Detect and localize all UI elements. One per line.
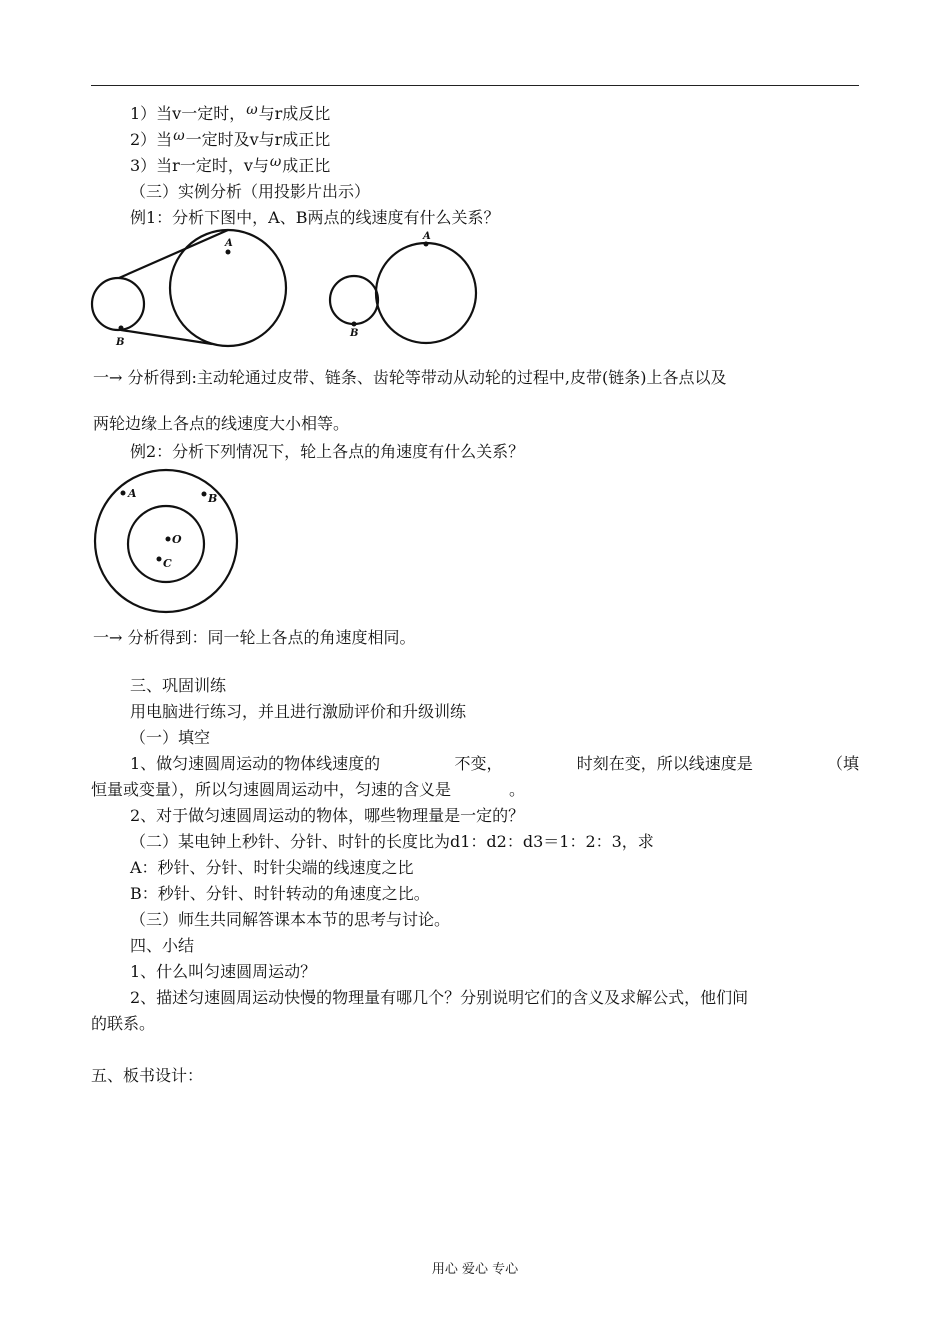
page-footer: 用心 爱心 专心 <box>431 1262 519 1277</box>
omega-symbol: ω <box>246 102 258 118</box>
clock-problem: （二）某电钟上秒针、分针、时针的长度比为d1：d2：d3＝1：2：3，求 <box>130 832 654 851</box>
section-example-heading: （三）实例分析（用投影片出示） <box>130 182 371 201</box>
point-b-dot <box>202 492 207 497</box>
point-b-dot <box>352 322 357 327</box>
point-b-dot <box>119 326 124 331</box>
relation-3: 3）当r一定时，v与ω成正比 <box>130 154 331 175</box>
omega-symbol: ω <box>173 128 185 144</box>
relation-2: 2）当ω一定时及v与r成正比 <box>130 128 331 149</box>
label-o: O <box>172 533 182 546</box>
example2-answer: 一→ 分析得到：同一轮上各点的角速度相同。 <box>93 628 416 647</box>
point-c-dot <box>157 557 162 562</box>
example1-answer-line1: 一→ 分析得到:主动轮通过皮带、链条、齿轮等带动从动轮的过程中,皮带(链条)上各点以及 <box>93 368 727 387</box>
fill-question-1-line2: 恒量或变量），所以匀速圆周运动中，匀速的含义是 。 <box>91 780 526 799</box>
example1-answer-line2: 两轮边缘上各点的线速度大小相等。 <box>93 414 350 433</box>
summary-q1: 1、什么叫匀速圆周运动？ <box>130 962 317 981</box>
inner-wheel <box>128 506 204 582</box>
fill-blank-title: （一）填空 <box>130 728 211 747</box>
fill-question-2: 2、对于做匀速圆周运动的物体，哪些物理量是一定的？ <box>130 806 525 825</box>
label-b: B <box>208 492 218 505</box>
large-gear-wheel <box>376 243 476 343</box>
label-a: A <box>423 231 431 242</box>
point-a-dot <box>424 242 429 247</box>
example1-figure <box>88 228 480 360</box>
section3-intro: 用电脑进行练习，并且进行激励评价和升级训练 <box>130 702 467 721</box>
summary-q2-line2: 的联系。 <box>91 1014 156 1033</box>
point-o-dot <box>166 537 171 542</box>
point-a-dot <box>121 491 126 496</box>
example2-figure <box>90 466 245 616</box>
example1-question: 例1：分析下图中，A、B两点的线速度有什么关系？ <box>130 208 500 227</box>
header-rule <box>91 85 859 86</box>
summary-q2: 2、描述匀速圆周运动快慢的物理量有哪几个？分别说明它们的含义及求解公式，他们间 <box>130 988 749 1007</box>
relation-1: 1）当v一定时，ω与r成反比 <box>130 102 331 123</box>
section3-title: 三、巩固训练 <box>130 676 227 695</box>
label-b: B <box>116 337 125 348</box>
discussion-item: （三）师生共同解答课本本节的思考与讨论。 <box>130 910 451 929</box>
section5-title: 五、板书设计： <box>91 1066 204 1085</box>
label-a: A <box>225 238 233 249</box>
arrow-marker: 一→ <box>93 628 123 647</box>
example2-question: 例2：分析下列情况下，轮上各点的角速度有什么关系？ <box>130 442 525 461</box>
clock-part-b: B：秒针、分针、时针转动的角速度之比。 <box>130 884 430 903</box>
point-a-dot <box>226 250 231 255</box>
clock-part-a: A：秒针、分针、时针尖端的线速度之比 <box>130 858 414 877</box>
small-gear-wheel <box>330 276 378 324</box>
label-b: B <box>350 328 359 339</box>
omega-symbol: ω <box>269 154 282 170</box>
label-c: C <box>163 557 172 570</box>
fill-question-1: 1、做匀速圆周运动的物体线速度的 不变， 时刻在变，所以线速度是 （填 <box>130 754 859 773</box>
label-a: A <box>128 487 137 500</box>
arrow-marker: 一→ <box>93 368 123 387</box>
section4-title: 四、小结 <box>130 936 195 955</box>
small-pulley <box>92 278 144 330</box>
